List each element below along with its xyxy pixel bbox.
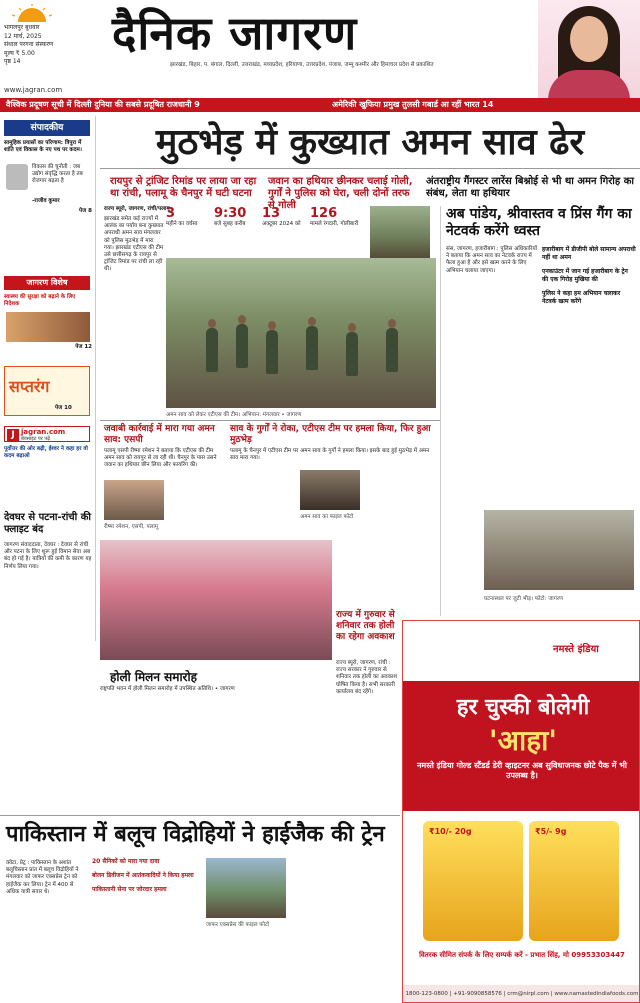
- special-page-ref[interactable]: पेज 12: [75, 344, 92, 350]
- left-column: [0, 116, 96, 641]
- stat-1-num: 3: [166, 206, 176, 221]
- mid-story2-headline[interactable]: साव के गुर्गों ने रोका, एटीएस टीम पर हमला किया, फिर हुआ मुठभेड़: [230, 424, 431, 445]
- crime-scene-photo[interactable]: [370, 206, 430, 262]
- edition-city: भागलपुर बुधवार: [4, 24, 40, 31]
- ad-pack-large: [423, 821, 523, 941]
- left-story-body: जागरण संवाददाता, देवघर : देवघर से रांची और पटना के लिए शुरू हुई विमान सेवा अब बंद हो गई है। यात्रियों की कमी के कारण यह निर्णय लिया गया।: [4, 542, 92, 570]
- side-bullet: पुलिस ने कहा हम अभियान चलाकर नेटवर्क खत्म करेंगे: [542, 290, 621, 305]
- holi-side-body: राज्य ब्यूरो, जागरण, रांची : राज्य सरकार ने गुरुवार से शनिवार तक होली का अवकाश घोषित किया है। सभी सरकारी कार्यालय बंद रहेंगे।: [336, 660, 398, 695]
- pages: पृष्ठ 14: [4, 58, 21, 65]
- newspaper-brand[interactable]: दैनिक जागरण: [112, 6, 358, 60]
- lead-subhead-1[interactable]: रायपुर से ट्रांजिट रिमांड पर लाया जा रहा था रांची, पलामू के चैनपुर में घटी घटना: [110, 176, 257, 199]
- stat-1: [166, 206, 211, 228]
- ad-tagline-top: हर चुस्की बोलेगी: [456, 694, 590, 720]
- lead-subhead-2[interactable]: जवान का हथियार छीनकर चलाई गोली, गुर्गों ने पुलिस को घेरा, चली दोनों तरफ से गोली: [268, 176, 413, 211]
- stat-4: [310, 206, 365, 228]
- special-heading: जागरण विशेष: [4, 276, 90, 290]
- side-bullet: एनकाउंटर में जान गई हजारीबाग के ट्रेन की एक गिरोह मुखिया की: [542, 268, 628, 283]
- ad-brand: नमस्ते इंडिया: [553, 644, 599, 655]
- bottom-bullet: 20 सैनिकों को मारा गया दावा: [92, 858, 160, 865]
- publication-states: झारखंड, बिहार, प. बंगाल, दिल्ली, उत्तराखंड, मध्यप्रदेश, हरियाणा, उत्तरप्रदेश, पंजाब, जम्मू कश्मीर और हिमाचल प्रदेश से प्रकाशित: [170, 62, 434, 68]
- crowd-photo[interactable]: [484, 510, 634, 590]
- stat-3-text: अक्टूबर 2024 को: [262, 221, 301, 227]
- special-text[interactable]: स्वास्थ्य की सुरक्षा को बढ़ाने के लिए निदेशक: [4, 294, 76, 308]
- portrait-photo: [538, 0, 640, 98]
- edition-name: संथाल परगना संस्करण: [4, 41, 54, 48]
- sun-logo-icon: [12, 4, 52, 22]
- mid-story1-body: पलामू एसपी रीष्मा रमेशन ने बताया कि एटीएस की टीम अमन साव को रायपुर से ला रही थी। चैनपुर के पास उसने जवान का हथियार छीन लिया और फायरिंग की।: [104, 448, 217, 469]
- jagran-web-head: jagran.com: [21, 428, 66, 436]
- sp-photo-caption: रीष्मा रमेशन, एसपी, पलामू: [104, 524, 159, 530]
- lead-body: झारखंड समेत कई राज्यों में आतंक का पर्याय बना कुख्यात अपराधी अमन साव मंगलवार को पुलिस मुठभेड़ में मारा गया। झारखंड एटीएस की टीम उसे छत्तीसगढ़ के रायपुर से ट्रांजिट रिमांड पर रांची ला रही थी।: [104, 216, 164, 273]
- divider: [0, 815, 400, 816]
- sp-photo[interactable]: [104, 480, 164, 520]
- editorial-heading: संपादकीय: [4, 120, 90, 136]
- saptarang-box[interactable]: [4, 366, 90, 416]
- editorial-page-ref[interactable]: पेज 8: [79, 208, 92, 214]
- side-headline[interactable]: अब पांडेय, श्रीवास्तव व प्रिंस गैंग का नेटवर्क करेंगे ध्वस्त: [446, 206, 632, 239]
- holi-photo[interactable]: [100, 540, 332, 660]
- mid-story1-headline[interactable]: जवाबी कार्रवाई में मारा गया अमन साव: एसपी: [104, 424, 215, 445]
- bottom-bullet: पाकिस्तानी सेना पर जोरदार हमला: [92, 886, 167, 893]
- ad-tagline-main: 'आहा': [489, 724, 557, 757]
- special-photo: [6, 312, 90, 342]
- train-photo-caption: जाफर एक्सप्रेस की फाइल फोटो: [206, 922, 270, 928]
- lead-byline: राज्य ब्यूरो, जागरण, रांची/पलामू: [104, 206, 170, 212]
- namaste-india-ad[interactable]: [402, 620, 640, 1003]
- jagran-j-icon: J: [7, 429, 19, 441]
- saptarang-title: सप्तरंग: [9, 377, 50, 396]
- left-story-headline[interactable]: देवघर से पटना-रांची की फ्लाइट बंद: [4, 512, 91, 535]
- aman-photo[interactable]: [300, 470, 360, 510]
- jagran-web-box[interactable]: [4, 426, 90, 442]
- divider: [440, 206, 441, 616]
- stat-2-text: बजे सुबह करीब: [214, 221, 246, 227]
- jagran-web-sub: बेवसाइट पर पढ़ें: [21, 436, 51, 442]
- stat-3-num: 13: [262, 206, 281, 221]
- edition-meta: [4, 24, 96, 67]
- top-strip-right[interactable]: अमेरिकी खुफिया प्रमुख तुलसी गबार्ड आ रहीं भारत 14: [332, 100, 494, 109]
- price: मूल्य ₹ 5.00: [4, 49, 35, 57]
- stat-4-text: मामले रंगदारी, गोलीबारी: [310, 221, 359, 227]
- aman-photo-caption: अमन साव का फाइल फोटो: [300, 514, 354, 520]
- bottom-headline[interactable]: पाकिस्तान में बलूच विद्रोहियों ने हाईजैक की ट्रेन: [6, 822, 385, 847]
- masthead: [0, 0, 640, 98]
- stat-2: [214, 206, 259, 228]
- divider: [100, 420, 440, 421]
- edition-date: 12 मार्च, 2025: [4, 32, 42, 40]
- top-strip-left[interactable]: वैश्विक प्रदूषण सूची में दिल्ली दुनिया की सबसे प्रदूषित राजधानी 9: [6, 100, 200, 109]
- ad-product-text: नमस्ते इंडिया गोल्ड स्टैंडर्ड डेरी व्हाइटनर अब सुविधाजनक छोटे पैक में भी उपलब्ध है।: [416, 761, 627, 780]
- stat-3: [262, 206, 307, 228]
- holi-side-headline[interactable]: राज्य में गुरुवार से शनिवार तक होली का रहेगा अवकाश: [336, 610, 395, 642]
- stat-2-num: 9:30: [214, 206, 247, 221]
- side-bullets: [542, 246, 636, 306]
- mid-story2-body: पलामू के चैनपुर में एटीएस टीम पर अमन साव के गुर्गों ने हमला किया। इसके बाद हुई मुठभेड़ में अमन साव मारा गया।: [230, 448, 430, 462]
- holi-caption: राष्ट्रपति भवन में होली मिलन समारोह में उपस्थित अतिथि। • जागरण: [100, 686, 235, 692]
- police-photo-caption: अमन साव को लेकर एटीएस की टीम। अभियान: मंगलवार • जागरण: [166, 412, 302, 418]
- saptarang-page: पेज 10: [55, 405, 72, 411]
- opinion-author: -राजीव कुमार: [32, 198, 60, 204]
- side-bullet: हजारीबाग में डीजीपी बोले सामान्य अपराधी नहीं था अमन: [542, 246, 636, 261]
- train-photo[interactable]: [206, 858, 286, 918]
- ad-pack-small: [529, 821, 619, 941]
- crowd-photo-caption: घटनास्थल पर जुटी भीड़। फोटो: जागरण: [484, 596, 564, 602]
- editorial-lead[interactable]: सामूहिक प्रयासों का परिणाम: त्रिपुरा में शांति एवं विकास के नए पथ पर कदम।: [4, 140, 82, 154]
- bottom-bullets: [92, 858, 202, 894]
- jagran-web-text[interactable]: पूर्वोत्तर की ओर बढ़ी, ईश्वर ने कहा हर वो कदम बढ़ाओ: [4, 446, 88, 460]
- ad-pack-2-price: ₹5/- 9g: [535, 827, 567, 836]
- ad-footer: 1800-123-0800 | +91-9090858576 | crm@nirpl.com | www.namastedindiafoods.com: [403, 985, 640, 1003]
- divider: [100, 168, 640, 169]
- lead-headline[interactable]: मुठभेड़ में कुख्यात अमन साव ढेर: [155, 122, 585, 163]
- stat-4-num: 126: [310, 206, 338, 221]
- ad-dealer: वितरक सीमित संपर्क के लिए सम्पर्क करें - प्रभात सिंह, मो 09953303447: [419, 951, 625, 959]
- opinion-lead[interactable]: विकास की चुनौती : जब उद्योग संवृद्धि करता है तब रोजगार बढ़ता है: [32, 164, 83, 185]
- bottom-body: क्वेटा, प्रेट्र : पाकिस्तान के अशांत बलूचिस्तान प्रांत में बलूच विद्रोहियों ने मंगलवार को जाफर एक्सप्रेस ट्रेन को हाईजैक कर लिया। ट्रेन में 400 से अधिक यात्री सवार थे।: [6, 860, 79, 895]
- holi-headline[interactable]: होली मिलन समारोह: [110, 670, 197, 684]
- ad-pack-1-price: ₹10/- 20g: [429, 827, 472, 836]
- side-body: संस, जागरण, हजारीबाग : पुलिस अधिकारियों ने बताया कि अमन साव का नेटवर्क राज्य में फैला हुआ है और इसे खत्म करने के लिए अभियान चलाया जाएगा।: [446, 246, 538, 274]
- author-photo: [6, 164, 28, 190]
- stat-1-text: महीने का वर्चस्व: [166, 221, 198, 227]
- police-photo[interactable]: [166, 258, 436, 408]
- bottom-bullet: बोलन डिवीजन में आतंकवादियों ने किया हमला: [92, 872, 194, 879]
- site-url[interactable]: www.jagran.com: [4, 86, 63, 94]
- lead-subhead-3[interactable]: अंतराष्ट्रीय गैंगस्टर लारेंस बिश्नोई से भी था अमन गिरोह का संबंध, लेता था हथियार: [426, 176, 634, 199]
- top-strip: [0, 98, 640, 112]
